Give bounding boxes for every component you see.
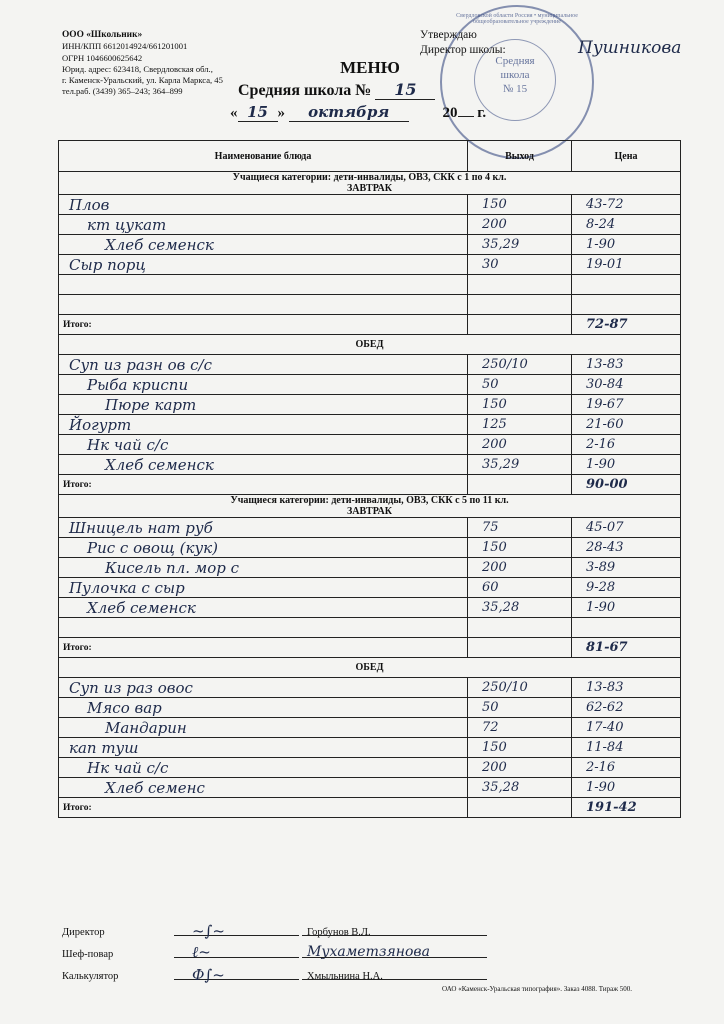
table-row bbox=[59, 618, 681, 638]
dish-cell: Хлеб семенс bbox=[59, 778, 468, 798]
total-row bbox=[59, 638, 681, 658]
price-cell: 1-90 bbox=[572, 778, 681, 798]
signature-row-chef bbox=[62, 940, 502, 962]
price-cell: 13-83 bbox=[572, 355, 681, 375]
dish-cell: Нк чай с/с bbox=[59, 435, 468, 455]
table-row bbox=[59, 558, 681, 578]
dish-cell: Суп из разн ов с/с bbox=[59, 355, 468, 375]
price-cell: 1-90 bbox=[572, 235, 681, 255]
table-row bbox=[59, 718, 681, 738]
output-cell: 50 bbox=[468, 375, 572, 395]
price-cell: 62-62 bbox=[572, 698, 681, 718]
output-cell: 200 bbox=[468, 758, 572, 778]
output-cell: 150 bbox=[468, 538, 572, 558]
output-cell bbox=[468, 618, 572, 638]
output-cell: 60 bbox=[468, 578, 572, 598]
table-row bbox=[59, 738, 681, 758]
section-title bbox=[59, 172, 681, 195]
price-cell: 11-84 bbox=[572, 738, 681, 758]
org-address-2: г. Каменск-Уральский, ул. Карла Маркса, 45 bbox=[62, 75, 223, 86]
org-ogrn: ОГРН 1046600625642 bbox=[62, 52, 143, 63]
section-category: Учащиеся категории: дети-инвалиды, ОВЗ, СКК с 1 по 4 кл. bbox=[232, 172, 507, 183]
dish-cell: Нк чай с/с bbox=[59, 758, 468, 778]
section-meal: ЗАВТРАК bbox=[346, 183, 392, 194]
table-row bbox=[59, 275, 681, 295]
output-cell: 35,28 bbox=[468, 598, 572, 618]
output-cell: 35,28 bbox=[468, 778, 572, 798]
total-row bbox=[59, 798, 681, 818]
section-category: Учащиеся категории: дети-инвалиды, ОВЗ, СКК с 5 по 11 кл. bbox=[230, 495, 509, 506]
total-label: Итого: bbox=[59, 798, 468, 818]
output-cell: 200 bbox=[468, 558, 572, 578]
total-output-empty bbox=[468, 798, 572, 818]
signature-person: Хмыльнина Н.А. bbox=[307, 971, 383, 982]
signature-mark: ℓ~ bbox=[192, 943, 211, 961]
org-name: ООО «Школьник» bbox=[62, 30, 143, 40]
price-cell: 30-84 bbox=[572, 375, 681, 395]
table-row bbox=[59, 778, 681, 798]
total-output-empty bbox=[468, 315, 572, 335]
section-header bbox=[59, 495, 681, 518]
total-output-empty bbox=[468, 638, 572, 658]
price-cell: 1-90 bbox=[572, 455, 681, 475]
signature-mark: ~∫~ bbox=[192, 922, 225, 940]
org-address-1: Юрид. адрес: 623418, Свердловская обл., bbox=[62, 63, 213, 74]
output-cell: 150 bbox=[468, 738, 572, 758]
dish-cell: Кисель пл. мор с bbox=[59, 558, 468, 578]
total-price: 81-67 bbox=[572, 638, 681, 658]
stamp-ring-text: Свердловской области Россия • муниципальное общеобразовательное учреждение bbox=[456, 13, 578, 25]
total-label: Итого: bbox=[59, 475, 468, 495]
dish-cell bbox=[59, 618, 468, 638]
org-inn: ИНН/КПП 6612014924/661201001 bbox=[62, 41, 188, 52]
total-label: Итого: bbox=[59, 315, 468, 335]
price-cell bbox=[572, 618, 681, 638]
total-output-empty bbox=[468, 475, 572, 495]
price-cell: 2-16 bbox=[572, 758, 681, 778]
date-open-quote: « bbox=[230, 105, 238, 121]
date-day: 15 bbox=[238, 103, 278, 122]
year-blank bbox=[458, 116, 474, 117]
dish-cell: Рис с овощ (кук) bbox=[59, 538, 468, 558]
dish-cell: Йогурт bbox=[59, 415, 468, 435]
approval-block bbox=[420, 28, 506, 58]
section-title bbox=[59, 658, 681, 678]
school-number: 15 bbox=[375, 80, 435, 100]
col-price-header: Цена bbox=[572, 141, 681, 172]
output-cell: 75 bbox=[468, 518, 572, 538]
dish-cell: Сыр порц bbox=[59, 255, 468, 275]
output-cell: 50 bbox=[468, 698, 572, 718]
date-close-quote: » bbox=[277, 105, 285, 121]
output-cell: 35,29 bbox=[468, 235, 572, 255]
director-signature: Пушникова bbox=[578, 38, 682, 58]
person-line bbox=[302, 935, 487, 936]
dish-cell: Хлеб семенск bbox=[59, 598, 468, 618]
section-title bbox=[59, 495, 681, 518]
section-header bbox=[59, 658, 681, 678]
school-label: Средняя школа № bbox=[238, 82, 372, 99]
price-cell: 2-16 bbox=[572, 435, 681, 455]
dish-cell: Хлеб семенск bbox=[59, 235, 468, 255]
dish-cell: Хлеб семенск bbox=[59, 455, 468, 475]
menu-table bbox=[58, 140, 681, 818]
section-title bbox=[59, 335, 681, 355]
output-cell: 250/10 bbox=[468, 678, 572, 698]
table-row bbox=[59, 698, 681, 718]
price-cell: 28-43 bbox=[572, 538, 681, 558]
date-month: октября bbox=[289, 103, 409, 122]
director-label: Директор школы: bbox=[420, 44, 506, 56]
table-row bbox=[59, 355, 681, 375]
person-line bbox=[302, 979, 487, 980]
output-cell: 150 bbox=[468, 395, 572, 415]
dish-cell: Суп из раз овос bbox=[59, 678, 468, 698]
total-row bbox=[59, 475, 681, 495]
table-row bbox=[59, 295, 681, 315]
output-cell: 200 bbox=[468, 215, 572, 235]
price-cell: 3-89 bbox=[572, 558, 681, 578]
date-year-prefix: 20 bbox=[442, 105, 458, 121]
date-line bbox=[230, 103, 486, 122]
output-cell: 125 bbox=[468, 415, 572, 435]
total-price: 72-87 bbox=[572, 315, 681, 335]
dish-cell: Мандарин bbox=[59, 718, 468, 738]
output-cell: 30 bbox=[468, 255, 572, 275]
table-header bbox=[59, 141, 681, 172]
dish-cell: Рыба криспи bbox=[59, 375, 468, 395]
school-line bbox=[238, 80, 435, 100]
output-cell: 250/10 bbox=[468, 355, 572, 375]
person-line bbox=[302, 957, 487, 958]
dish-cell: кап туш bbox=[59, 738, 468, 758]
printer-info: ОАО «Каменск-Уральская типография». Заказ 4088. Тираж 500. bbox=[442, 985, 633, 993]
section-header bbox=[59, 335, 681, 355]
price-cell: 21-60 bbox=[572, 415, 681, 435]
signature-person: Мухаметзянова bbox=[307, 944, 430, 960]
output-cell: 200 bbox=[468, 435, 572, 455]
table-row bbox=[59, 538, 681, 558]
table-row bbox=[59, 678, 681, 698]
table-row bbox=[59, 215, 681, 235]
stamp-line-1: Средняя bbox=[495, 55, 535, 67]
price-cell: 43-72 bbox=[572, 195, 681, 215]
table-row bbox=[59, 578, 681, 598]
dish-cell: Шницель нат руб bbox=[59, 518, 468, 538]
table-row bbox=[59, 195, 681, 215]
dish-cell: Плов bbox=[59, 195, 468, 215]
total-label: Итого: bbox=[59, 638, 468, 658]
dish-cell: кт цукат bbox=[59, 215, 468, 235]
dish-cell bbox=[59, 295, 468, 315]
dish-cell: Мясо вар bbox=[59, 698, 468, 718]
signature-role: Калькулятор bbox=[62, 971, 119, 982]
price-cell: 19-67 bbox=[572, 395, 681, 415]
table-row bbox=[59, 758, 681, 778]
dish-cell bbox=[59, 275, 468, 295]
section-header bbox=[59, 172, 681, 195]
stamp-line-2: школа bbox=[500, 69, 530, 81]
signature-mark: Ф∫~ bbox=[192, 966, 225, 984]
section-meal: ОБЕД bbox=[355, 662, 384, 673]
output-cell: 35,29 bbox=[468, 455, 572, 475]
output-cell bbox=[468, 295, 572, 315]
total-price: 191-42 bbox=[572, 798, 681, 818]
price-cell: 45-07 bbox=[572, 518, 681, 538]
section-meal: ОБЕД bbox=[355, 339, 384, 350]
col-dish-header: Наименование блюда bbox=[59, 141, 468, 172]
section-meal: ЗАВТРАК bbox=[346, 506, 392, 517]
table-row bbox=[59, 395, 681, 415]
table-row bbox=[59, 455, 681, 475]
dish-cell: Пюре карт bbox=[59, 395, 468, 415]
price-cell: 8-24 bbox=[572, 215, 681, 235]
signature-role: Директор bbox=[62, 927, 105, 938]
price-cell bbox=[572, 295, 681, 315]
table-row bbox=[59, 518, 681, 538]
output-cell bbox=[468, 275, 572, 295]
price-cell: 9-28 bbox=[572, 578, 681, 598]
table-row bbox=[59, 235, 681, 255]
table-row bbox=[59, 415, 681, 435]
signature-role: Шеф-повар bbox=[62, 949, 114, 960]
total-row bbox=[59, 315, 681, 335]
output-cell: 72 bbox=[468, 718, 572, 738]
dish-cell: Пулочка с сыр bbox=[59, 578, 468, 598]
price-cell: 13-83 bbox=[572, 678, 681, 698]
table-row bbox=[59, 255, 681, 275]
date-year-suffix: г. bbox=[477, 105, 487, 121]
table-row bbox=[59, 435, 681, 455]
price-cell: 17-40 bbox=[572, 718, 681, 738]
total-price: 90-00 bbox=[572, 475, 681, 495]
organization-info bbox=[62, 30, 223, 98]
signature-person: Горбунов В.Л. bbox=[307, 927, 371, 938]
approve-label: Утверждаю bbox=[420, 29, 477, 41]
col-output-header: Выход bbox=[468, 141, 572, 172]
page-title: МЕНЮ bbox=[340, 58, 400, 77]
signature-row-calculator bbox=[62, 962, 502, 984]
table-row bbox=[59, 375, 681, 395]
stamp-line-3: № 15 bbox=[502, 83, 528, 95]
price-cell bbox=[572, 275, 681, 295]
signature-row-director bbox=[62, 918, 502, 940]
price-cell: 1-90 bbox=[572, 598, 681, 618]
table-row bbox=[59, 598, 681, 618]
price-cell: 19-01 bbox=[572, 255, 681, 275]
org-phone: тел.раб. (3439) 365–243; 364–899 bbox=[62, 86, 183, 97]
menu-body bbox=[59, 172, 681, 818]
output-cell: 150 bbox=[468, 195, 572, 215]
